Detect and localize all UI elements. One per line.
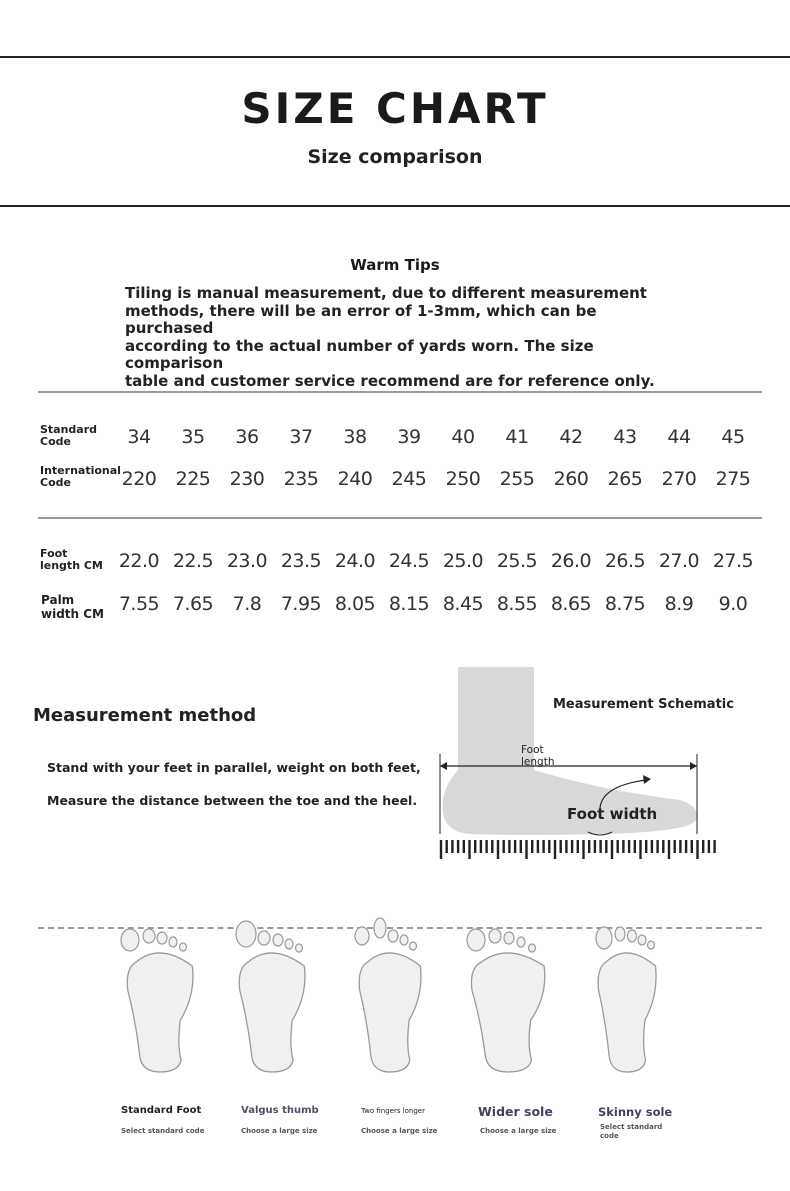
table-cell: 23.5: [280, 550, 322, 572]
table-cell: 27.5: [712, 550, 754, 572]
foot-outline: [598, 953, 656, 1072]
table-cell: 34: [127, 426, 151, 448]
foot-type-label: Wider sole: [478, 1104, 553, 1119]
table-cell: 40: [451, 426, 475, 448]
toe-outline: [400, 935, 408, 945]
table-cell: 24.5: [388, 550, 430, 572]
toe-outline: [648, 941, 655, 949]
table-cell: 7.55: [118, 593, 160, 615]
toe-outline: [615, 927, 625, 941]
table-cell: 255: [499, 468, 535, 490]
page-subtitle: Size comparison: [307, 146, 483, 168]
table-cell: 25.0: [442, 550, 484, 572]
table-cell: 245: [391, 468, 427, 490]
table-cell: 22.5: [172, 550, 214, 572]
table-cell: 260: [553, 468, 589, 490]
table-cell: 8.9: [664, 593, 694, 615]
measurement-method-line: Measure the distance between the toe and the heel.: [47, 793, 418, 808]
foot-outline: [127, 953, 193, 1072]
toe-outline: [388, 930, 398, 942]
measurement-method-title: Measurement method: [33, 705, 257, 726]
toe-outline: [529, 944, 536, 952]
warm-tips-line: methods, there will be an error of 1-3mm, which can be purchased: [125, 301, 597, 337]
toe-outline: [157, 932, 167, 944]
table-cell: 39: [397, 426, 421, 448]
table-cell: 44: [667, 426, 691, 448]
table-cell: 27.0: [658, 550, 700, 572]
page-title: SIZE CHART: [241, 84, 549, 133]
table-cell: 38: [343, 426, 367, 448]
row-label-palm-width: Palm width CM: [41, 593, 104, 621]
toe-outline: [410, 942, 417, 950]
foot-type-note: Choose a large size: [480, 1127, 557, 1135]
table-cell: 8.45: [442, 593, 484, 615]
toe-outline: [489, 929, 501, 943]
foot-type-note: Choose a large size: [241, 1127, 318, 1135]
table-cell: 36: [235, 426, 259, 448]
schematic-title: Measurement Schematic: [553, 697, 734, 712]
table-cell: 8.55: [496, 593, 538, 615]
foot-type-note: Choose a large size: [361, 1127, 438, 1135]
toe-outline: [628, 930, 637, 942]
toe-outline: [273, 934, 283, 946]
table-cell: 235: [283, 468, 319, 490]
table-cell: 250: [445, 468, 481, 490]
toe-outline: [258, 931, 270, 945]
warm-tips-line: according to the actual number of yards worn. The size comparison: [125, 336, 594, 372]
toe-outline: [285, 939, 293, 949]
table-cell: 23.0: [226, 550, 268, 572]
toe-outline: [143, 929, 155, 943]
toe-outline: [504, 932, 514, 944]
foot-type-note: Select standard code: [600, 1123, 663, 1140]
toe-outline: [169, 937, 177, 947]
row-label-international-code: International Code: [40, 464, 121, 489]
table-cell: 7.95: [280, 593, 322, 615]
table-cell: 43: [613, 426, 637, 448]
table-cell: 22.0: [118, 550, 160, 572]
warm-tips-line: table and customer service recommend are for reference only.: [125, 371, 655, 390]
table-cell: 265: [607, 468, 643, 490]
table-cell: 8.05: [334, 593, 376, 615]
table-cell: 25.5: [496, 550, 538, 572]
foot-type-note: Select standard code: [121, 1127, 205, 1135]
warm-tips-title: Warm Tips: [350, 256, 440, 274]
table-cell: 8.65: [550, 593, 592, 615]
table-cell: 270: [661, 468, 697, 490]
row-label-foot-length: Foot length CM: [40, 547, 103, 572]
row-label-standard-code: Standard Code: [40, 423, 98, 448]
measurement-method-line: Stand with your feet in parallel, weight on both feet,: [47, 760, 421, 775]
foot-outline: [359, 953, 421, 1072]
toe-outline: [638, 935, 646, 945]
table-cell: 9.0: [718, 593, 748, 615]
table-cell: 24.0: [334, 550, 376, 572]
foot-outline: [239, 953, 305, 1072]
toe-outline: [355, 927, 369, 945]
table-cell: 42: [559, 426, 583, 448]
table-cell: 26.0: [550, 550, 592, 572]
foot-outline: [471, 953, 544, 1072]
foot-type-label: Valgus thumb: [241, 1105, 319, 1116]
toe-outline: [121, 929, 139, 951]
table-cell: 230: [229, 468, 265, 490]
table-cell: 35: [181, 426, 205, 448]
table-cell: 8.15: [388, 593, 430, 615]
toe-outline: [180, 943, 187, 951]
table-cell: 45: [721, 426, 745, 448]
toe-outline: [374, 918, 386, 938]
foot-width-label: Foot width: [567, 805, 658, 823]
table-cell: 8.75: [604, 593, 646, 615]
table-cell: 240: [337, 468, 373, 490]
table-cell: 26.5: [604, 550, 646, 572]
toe-outline: [296, 944, 303, 952]
table-cell: 7.65: [172, 593, 214, 615]
toe-outline: [236, 921, 256, 947]
table-cell: 275: [715, 468, 751, 490]
table-cell: 41: [505, 426, 529, 448]
foot-type-label: Skinny sole: [598, 1105, 673, 1119]
table-cell: 225: [175, 468, 211, 490]
foot-length-label: Foot length: [521, 744, 555, 768]
warm-tips-line: Tiling is manual measurement, due to different measurement: [125, 284, 647, 302]
toe-outline: [596, 927, 612, 949]
foot-type-label: Standard Foot: [121, 1105, 202, 1116]
foot-type-label: Two fingers longer: [361, 1107, 425, 1115]
table-cell: 7.8: [232, 593, 262, 615]
table-cell: 220: [121, 468, 157, 490]
toe-outline: [517, 937, 525, 947]
table-cell: 37: [289, 426, 313, 448]
toe-outline: [467, 929, 485, 951]
